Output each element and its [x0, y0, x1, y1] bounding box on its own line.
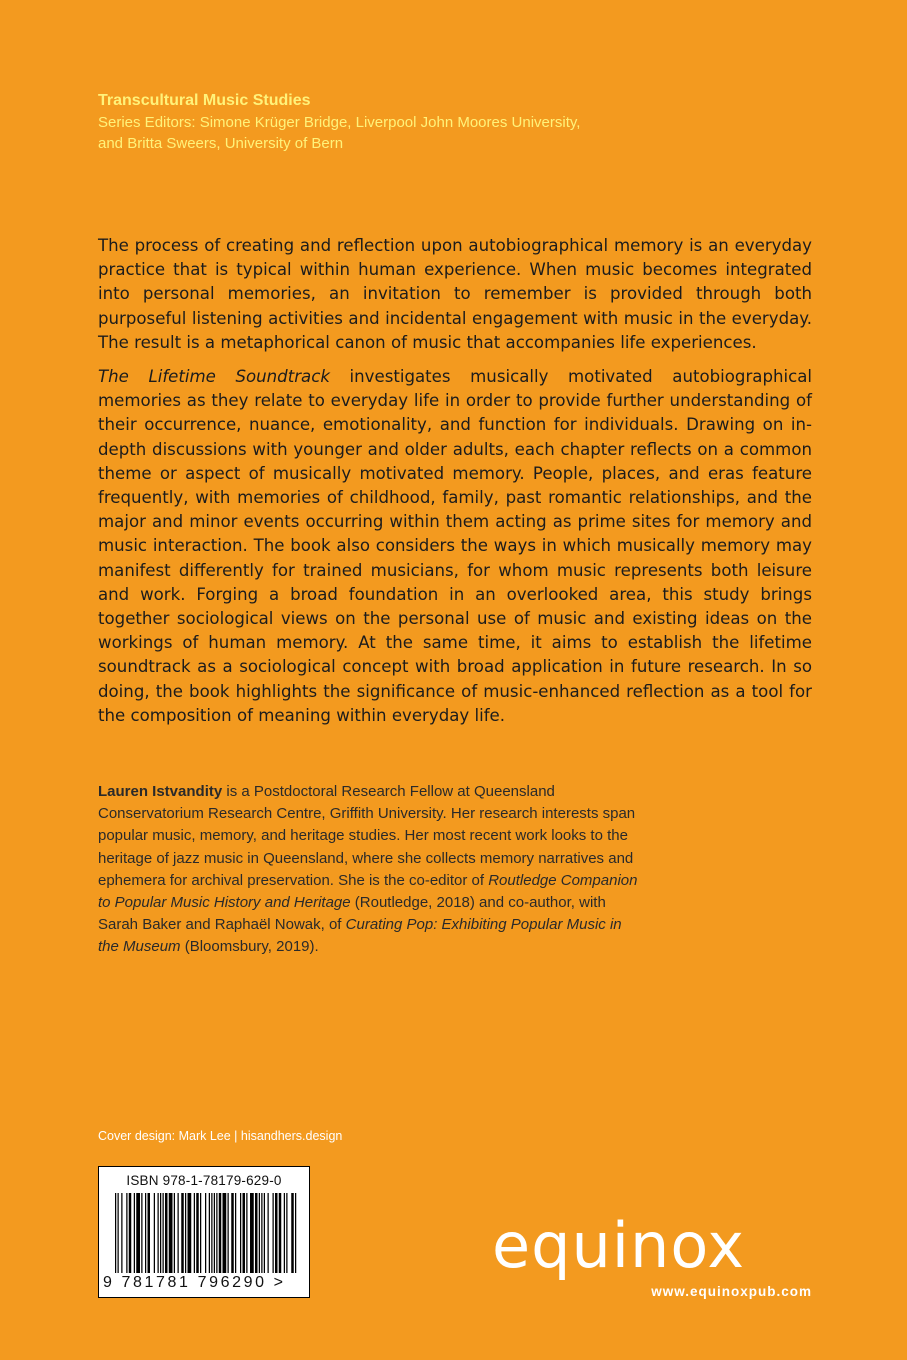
bio-text-1: is a Postdoctoral Research Fellow at Queensland Conservatorium Research Centre, Griffith University. Her research interests span popular music, memory, and heritage studies. Her most recent work looks to the heritage of jazz music in Queensland, where she collects memory narratives and ephemera for archival preservation. She is the co-editor of: [98, 783, 636, 889]
author-name: Lauren Istvandity: [98, 783, 223, 800]
ean-number: 9 781781 796290: [103, 1274, 267, 1291]
ean-digits: [103, 1274, 305, 1292]
cover-design-credit: Cover design: Mark Lee | hisandhers.design: [98, 1129, 343, 1143]
series-editors-line-1: Series Editors: Simone Krüger Bridge, Liverpool John Moores University,: [98, 114, 581, 131]
isbn-barcode: [98, 1166, 310, 1298]
bio-work-2: Curating Pop: Exhibiting Popular Music in the Museum: [98, 916, 622, 956]
author-bio: [98, 781, 638, 959]
book-title: The Lifetime Soundtrack: [98, 367, 330, 387]
series-title: Transcultural Music Studies: [98, 92, 311, 109]
publisher-url: www.equinoxpub.com: [651, 1284, 812, 1299]
blurb-paragraph-2: [98, 365, 812, 728]
publisher-name: equinox: [492, 1209, 746, 1282]
blurb-paragraph-1: The process of creating and reflection upon autobiographical memory is an everyday practice that is typical within human experience. When music becomes integrated into personal memories, an invitation to remember is provided through both purposeful listening activities and incidental engagement with music in the everyday. The result is a metaphorical canon of music that accompanies life experiences.: [98, 236, 812, 352]
series-editors-line-2: and Britta Sweers, University of Bern: [98, 135, 344, 152]
ean-end-mark: >: [273, 1274, 286, 1291]
blurb-paragraph-2-text: investigates musically motivated autobiographical memories as they relate to everyday life in order to provide further understanding of their occurrence, nuance, emotionality, and function for individuals. Drawing on in-depth discussions with younger and older adults, each chapter reflects on a common theme or aspect of musically motivated memory. People, places, and eras feature frequently, with memories of childhood, family, past romantic relationships, and the major and minor events occurring within them acting as prime sites for memory and music interaction. The book also considers the ways in which musically memory may manifest differently for trained musicians, for whom music represents both leisure and work. Forging a broad foundation in an overlooked area, this study brings together sociological views on the personal use of music and existing ideas on the workings of human memory. At the same time, it aims to establish the lifetime soundtrack as a sociological concept with broad application in future research. In so doing, the book highlights the significance of music-enhanced reflection as a tool for the composition of meaning within everyday life.: [98, 367, 813, 725]
equinox-logo: [492, 1209, 822, 1305]
book-blurb: [98, 234, 812, 728]
bio-text-3: (Bloomsbury, 2019).: [180, 938, 319, 956]
bio-text-2: (Routledge, 2018) and co-author, with Sarah Baker and Raphaël Nowak, of: [98, 894, 606, 934]
series-info: [98, 90, 718, 154]
bio-work-1: Routledge Companion to Popular Music History and Heritage: [98, 871, 638, 912]
isbn-label: ISBN 978-1-78179-629-0: [126, 1173, 282, 1188]
barcode-bars: [113, 1193, 298, 1273]
